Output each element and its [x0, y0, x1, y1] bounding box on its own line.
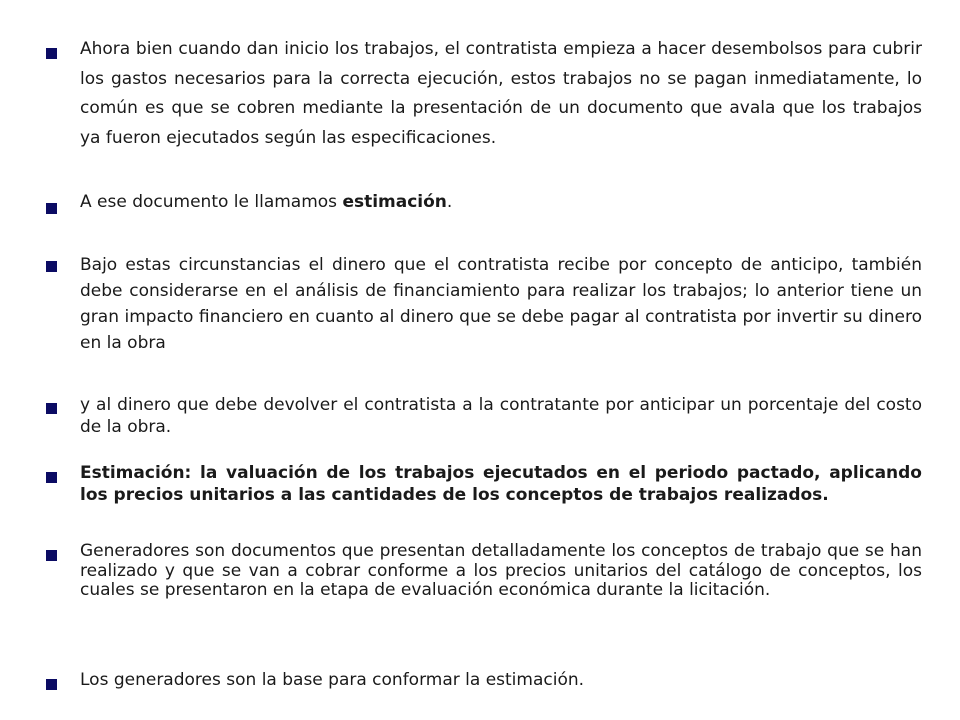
bullet-item-estimacion-bold — [46, 463, 922, 506]
square-bullet-icon — [46, 48, 57, 59]
bullet-text: Bajo estas circunstancias el dinero que el contratista recibe por concepto de anticipo, también debe considerarse en el análisis de financiamiento para realizar los trabajos; lo anterior tiene un gran impacto financiero en cuanto al dinero que se debe pagar al contratista por invertir su dinero en la obra — [80, 255, 922, 353]
bullet-item-estimacion-def — [46, 192, 922, 214]
square-bullet-icon — [46, 679, 57, 690]
bullet-text: Los generadores son la base para conformar la estimación. — [80, 670, 585, 690]
square-bullet-icon — [46, 203, 57, 214]
bullet-text-end: . — [446, 192, 453, 212]
square-bullet-icon — [46, 403, 57, 414]
bullet-item-anticipo — [46, 252, 922, 356]
bullet-item-generadores — [46, 542, 922, 601]
bullet-text: Generadores son documentos que presentan detalladamente los conceptos de trabajo que se han realizado y que se van a cobrar conforme a los precios unitarios del catálogo de conceptos, los cuales se presentaron en la etapa de evaluación económica durante la licitación. — [80, 541, 922, 600]
bullet-text: Estimación: la valuación de los trabajos ejecutados en el periodo pactado, aplicando los precios unitarios a las cantidades de los conceptos de trabajos realizados. — [80, 463, 922, 505]
square-bullet-icon — [46, 261, 57, 272]
bullet-text-bold-term: estimación — [342, 192, 447, 212]
square-bullet-icon — [46, 550, 57, 561]
bullet-text: y al dinero que debe devolver el contratista a la contratante por anticipar un porcentaje del costo de la obra. — [80, 395, 922, 437]
bullet-text — [80, 192, 922, 214]
bullet-text: Ahora bien cuando dan inicio los trabajos, el contratista empieza a hacer desembolsos para cubrir los gastos necesarios para la correcta ejecución, estos trabajos no se pagan inmediatamente, lo común es que se cobren mediante la presentación de un documento que avala que los trabajos ya fueron ejecutados según las especificaciones. — [80, 39, 922, 148]
bullet-item-devolver — [46, 394, 922, 438]
bullet-item-desembolsos — [46, 35, 922, 153]
bullet-text-start: A ese documento le llamamos — [80, 192, 343, 212]
square-bullet-icon — [46, 472, 57, 483]
bullet-item-base — [46, 670, 922, 692]
